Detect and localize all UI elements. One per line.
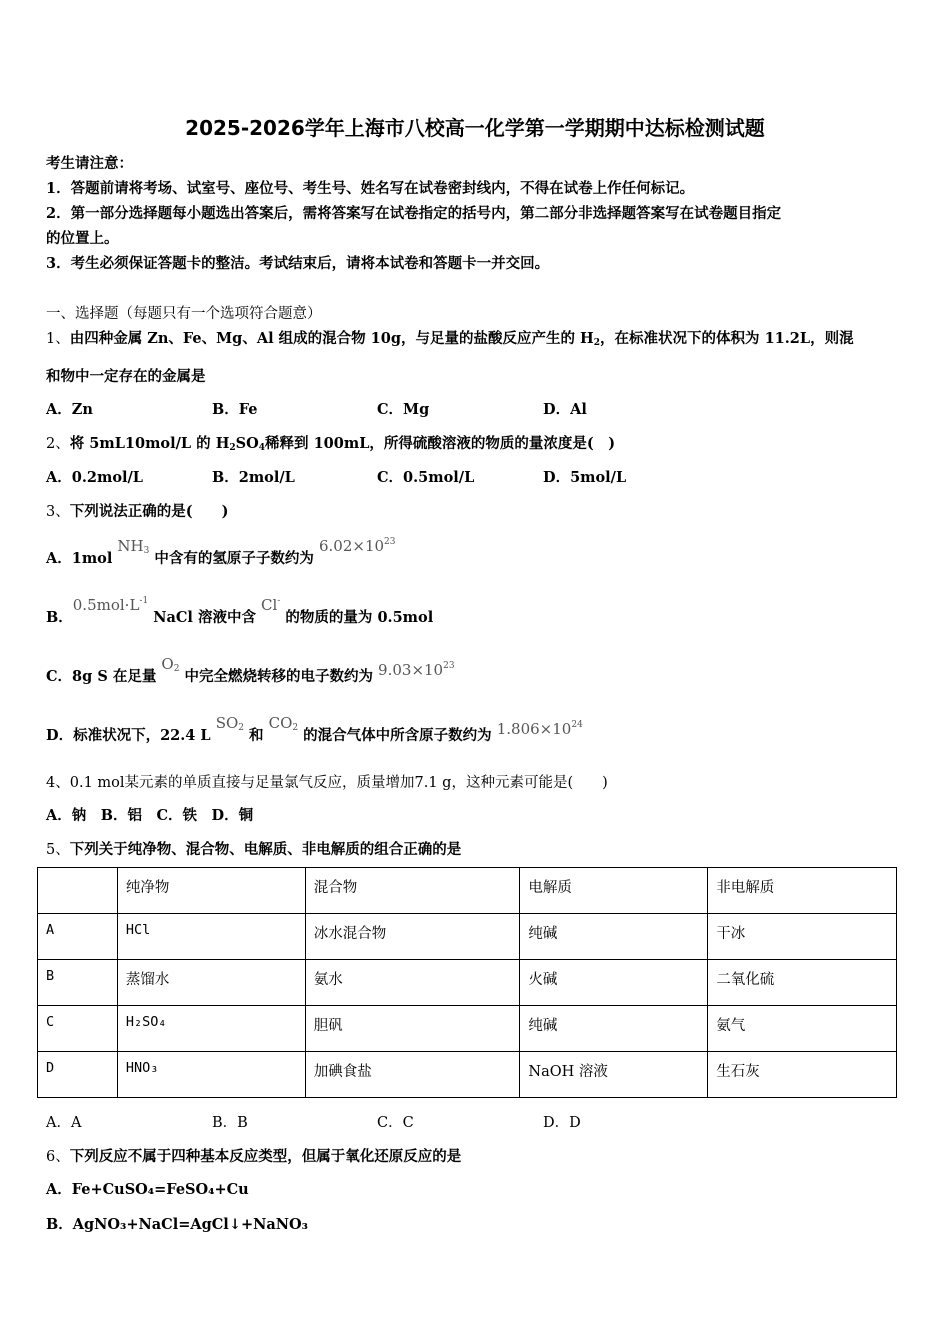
table-cell: 纯碱: [520, 1006, 708, 1052]
formula-text: NH: [117, 537, 144, 555]
table-cell: H₂SO₄: [117, 1006, 305, 1052]
option-d: D．5mol/L: [543, 469, 627, 486]
table-header: 非电解质: [708, 868, 897, 914]
formula-chloride: [261, 596, 280, 614]
page-title: 2025-2026学年上海市八校高一化学第一学期期中达标检测试题: [185, 116, 765, 140]
question-6: [46, 1145, 461, 1166]
formula-co2: [269, 714, 299, 732]
question-number: 2、: [46, 436, 70, 452]
superscript: 23: [384, 537, 396, 547]
formula-text: 0.5mol·L: [72, 596, 140, 614]
question-2: [46, 432, 615, 453]
superscript: -: [277, 596, 281, 606]
notice-heading: 考生请注意：: [46, 155, 133, 172]
question-5: [46, 838, 461, 859]
question-text: 将 5mL10mol/L 的 H: [69, 435, 230, 452]
table-cell: C: [38, 1006, 118, 1052]
table-cell: 二氧化硫: [708, 960, 897, 1006]
table-cell: HNO₃: [117, 1052, 305, 1098]
table-header: 纯净物: [117, 868, 305, 914]
question-number: 4、: [46, 775, 70, 791]
table-cell: 生石灰: [708, 1052, 897, 1098]
question-3-option-c: [46, 655, 455, 686]
question-4: [46, 771, 608, 792]
table-cell: 火碱: [520, 960, 708, 1006]
table-cell: B: [38, 960, 118, 1006]
question-text-cont: ，在标准状况下的体积为 11.2L，则混: [600, 330, 854, 347]
question-4-options: A．钠 B．铝 C．铁 D．铜: [46, 807, 254, 824]
table-row: [38, 914, 897, 960]
question-text: 下列关于纯净物、混合物、电解质、非电解质的组合正确的是: [69, 841, 462, 858]
subscript: 2: [229, 443, 236, 453]
table-cell: A: [38, 914, 118, 960]
option-text: 和: [244, 727, 269, 744]
option-d: D．Al: [543, 401, 587, 418]
formula-number: [497, 720, 583, 738]
option-c: C．C: [377, 1115, 414, 1131]
superscript: 23: [443, 661, 455, 671]
table-cell: 冰水混合物: [305, 914, 520, 960]
question-text: 0.1 mol某元素的单质直接与足量氯气反应，质量增加7.1 g，这种元素可能是( ): [69, 775, 608, 791]
option-b: B．B: [212, 1115, 248, 1131]
question-number: 3、: [46, 504, 70, 520]
question-6-option-a: A．Fe+CuSO₄=FeSO₄+Cu: [46, 1181, 249, 1198]
formula-text: 9.03×10: [378, 661, 444, 679]
question-1: [46, 327, 854, 348]
formula-part: SO: [235, 435, 259, 452]
formula-text: SO: [215, 714, 239, 732]
option-a: A．Zn: [46, 401, 93, 418]
notice-item-3: 3．考生必须保证答题卡的整洁。考试结束后，请将本试卷和答题卡一并交回。: [46, 255, 550, 272]
question-3: [46, 500, 228, 521]
table-row: [38, 960, 897, 1006]
question-text-cont: 稀释到 100mL，所得硫酸溶液的物质的量浓度是( ): [265, 435, 616, 452]
notice-item-1: 1．答题前请将考场、试室号、座位号、考生号、姓名写在试卷密封线内，不得在试卷上作任何标记。: [46, 180, 695, 197]
table-cell: 干冰: [708, 914, 897, 960]
question-6-option-b: B．AgNO₃+NaCl=AgCl↓+NaNO₃: [46, 1216, 308, 1233]
table-cell: 氨气: [708, 1006, 897, 1052]
question-text: 由四种金属 Zn、Fe、Mg、Al 组成的混合物 10g，与足量的盐酸反应产生的 H: [69, 330, 594, 347]
formula-so2: [216, 714, 244, 732]
table-cell: 加碘食盐: [305, 1052, 520, 1098]
option-b: B．Fe: [212, 401, 258, 418]
option-d: D．D: [543, 1115, 581, 1131]
question-1-line2: 和物中一定存在的金属是: [46, 368, 206, 385]
formula-number: [319, 537, 396, 555]
option-text: 中完全燃烧转移的电子数约为: [179, 668, 379, 685]
table-header: [38, 868, 118, 914]
subscript: 2: [173, 664, 180, 674]
option-a: A．0.2mol/L: [46, 469, 143, 486]
question-text: 下列反应不属于四种基本反应类型，但属于氧化还原反应的是: [69, 1148, 462, 1165]
question-number: 1、: [46, 331, 70, 347]
option-b: B．2mol/L: [212, 469, 295, 486]
table-cell: 纯碱: [520, 914, 708, 960]
option-text: C．8g S 在足量: [46, 668, 162, 685]
question-3-option-d: [46, 714, 583, 745]
option-text: D．标准状况下，22.4 L: [46, 727, 216, 744]
subscript: 3: [143, 546, 150, 556]
option-c: C．Mg: [377, 401, 430, 418]
table-cell: HCl: [117, 914, 305, 960]
option-text: 的混合气体中所含原子数约为: [298, 727, 497, 744]
table-cell: NaOH 溶液: [520, 1052, 708, 1098]
option-text: NaCl 溶液中含: [148, 609, 262, 626]
option-c: C．0.5mol/L: [377, 469, 475, 486]
classification-table: [37, 867, 897, 1098]
question-text: 下列说法正确的是( ): [69, 503, 229, 520]
option-text: 中含有的氢原子子数约为: [149, 550, 319, 567]
formula-text: 1.806×10: [496, 720, 572, 738]
option-text: A．1mol: [46, 550, 118, 567]
superscript: -1: [139, 596, 149, 606]
table-header-row: [38, 868, 897, 914]
formula-text: Cl: [261, 596, 278, 614]
superscript: 24: [571, 720, 583, 730]
subscript: 2: [238, 723, 244, 733]
formula-oxygen: [161, 655, 179, 673]
table-cell: D: [38, 1052, 118, 1098]
table-cell: 氨水: [305, 960, 520, 1006]
option-text: 的物质的量为 0.5mol: [280, 609, 434, 626]
table-row: [38, 1052, 897, 1098]
option-text: B．: [46, 609, 73, 626]
table-header: 电解质: [520, 868, 708, 914]
table-row: [38, 1006, 897, 1052]
section-heading: 一、选择题（每题只有一个选项符合题意）: [46, 306, 322, 322]
table-cell: 蒸馏水: [117, 960, 305, 1006]
notice-item-2-cont: 的位置上。: [46, 230, 119, 247]
option-a: A．A: [46, 1115, 82, 1131]
formula-nh3: [117, 537, 149, 555]
formula-text: O: [161, 655, 174, 673]
subscript: 4: [258, 443, 266, 453]
question-number: 5、: [46, 842, 70, 858]
notice-item-2: 2．第一部分选择题每小题选出答案后，需将答案写在试卷指定的括号内，第二部分非选择题答案写在试卷题目指定: [46, 205, 782, 222]
question-number: 6、: [46, 1149, 70, 1165]
formula-text: CO: [268, 714, 293, 732]
table-cell: 胆矾: [305, 1006, 520, 1052]
formula-text: 6.02×10: [318, 537, 385, 555]
formula-concentration: [73, 596, 148, 614]
subscript: 2: [593, 338, 601, 348]
subscript: 2: [292, 723, 299, 733]
formula-number: [378, 661, 455, 679]
table-header: 混合物: [305, 868, 520, 914]
